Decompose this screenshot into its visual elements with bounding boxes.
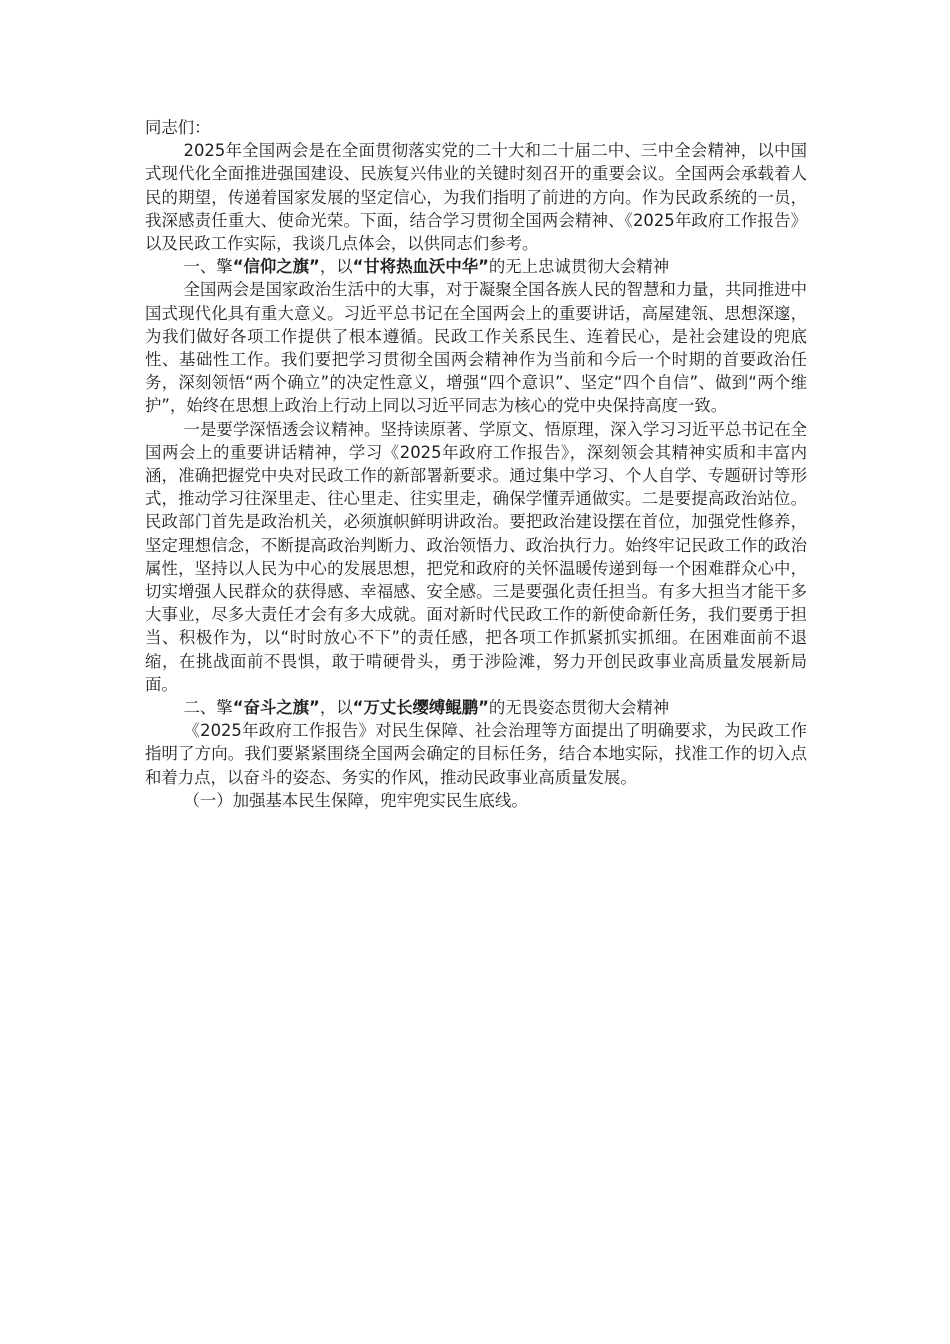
heading-2-prefix: 二、擎 [183, 698, 233, 718]
paragraph-3: 《2025年政府工作报告》对民生保障、社会治理等方面提出了明确要求，为民政工作指明了方向。我们要紧紧围绕全国两会确定的目标任务，结合本地实际，找准工作的切入点和着力点，以奋斗的姿态、务实的作风，推动民政事业高质量发展。 [145, 721, 807, 787]
paragraph-2: 一是要学深悟透会议精神。坚持读原著、学原文、悟原理，深入学习习近平总书记在全国两会上的重要讲话精神，学习《2025年政府工作报告》，深刻领会其精神实质和丰富内涵，准确把握党中央对民政工作的新部署新要求。通过集中学习、个人自学、专题研讨等形式，推动学习往深里走、往心里走、往实里走，确保学懂弄通做实。二是要提高政治站位。民政部门首先是政治机关，必须旗帜鲜明讲政治。要把政治建设摆在首位，加强党性修养，坚定理想信念，不断提高政治判断力、政治领悟力、政治执行力。始终牢记民政工作的政治属性，坚持以人民为中心的发展思想，把党和政府的关怀温暖传递到每一个困难群众心中，切实增强人民群众的获得感、幸福感、安全感。三是要强化责任担当。有多大担当才能干多大事业，尽多大责任才会有多大成就。面对新时代民政工作的新使命新任务，我们要勇于担当、积极作为，以“时时放心不下”的责任感，把各项工作抓紧抓实抓细。在困难面前不退缩，在挑战面前不畏惧，敢于啃硬骨头，勇于涉险滩，努力开创民政事业高质量发展新局面。 [145, 419, 807, 694]
heading-1-prefix: 一、擎 [183, 257, 233, 277]
document-page [145, 116, 807, 812]
salutation: 同志们： [145, 118, 211, 137]
heading-1-quote-1: “信仰之旗” [232, 257, 320, 277]
subheading-1: （一）加强基本民生保障，兜牢兜实民生底线。 [183, 790, 528, 810]
heading-2-suffix: 的无畏姿态贯彻大会精神 [488, 698, 670, 718]
section-heading-2 [145, 696, 807, 719]
section-heading-1 [145, 255, 807, 278]
heading-1-quote-2: “甘将热血沃中华” [352, 257, 489, 277]
heading-2-quote-2: “万丈长缨缚鲲鹏” [352, 698, 489, 718]
heading-1-middle: ，以 [319, 257, 353, 277]
intro-paragraph: 2025年全国两会是在全面贯彻落实党的二十大和二十届二中、三中全会精神，以中国式现代化全面推进强国建设、民族复兴伟业的关键时刻召开的重要会议。全国两会承载着人民的期望，传递着国家发展的坚定信心，为我们指明了前进的方向。作为民政系统的一员，我深感责任重大、使命光荣。下面，结合学习贯彻全国两会精神、《2025年政府工作报告》以及民政工作实际，我谈几点体会，以供同志们参考。 [145, 141, 807, 254]
paragraph-1: 全国两会是国家政治生活中的大事，对于凝聚全国各族人民的智慧和力量，共同推进中国式现代化具有重大意义。习近平总书记在全国两会上的重要讲话，高屋建瓴、思想深邃，为我们做好各项工作提供了根本遵循。民政工作关系民生、连着民心，是社会建设的兜底性、基础性工作。我们要把学习贯彻全国两会精神作为当前和今后一个时期的首要政治任务，深刻领悟“两个确立”的决定性意义，增强“四个意识”、坚定“四个自信”、做到“两个维护”，始终在思想上政治上行动上同以习近平同志为核心的党中央保持高度一致。 [145, 280, 807, 416]
heading-2-middle: ，以 [319, 698, 353, 718]
heading-1-suffix: 的无上忠诚贯彻大会精神 [488, 257, 670, 277]
heading-2-quote-1: “奋斗之旗” [232, 698, 320, 718]
